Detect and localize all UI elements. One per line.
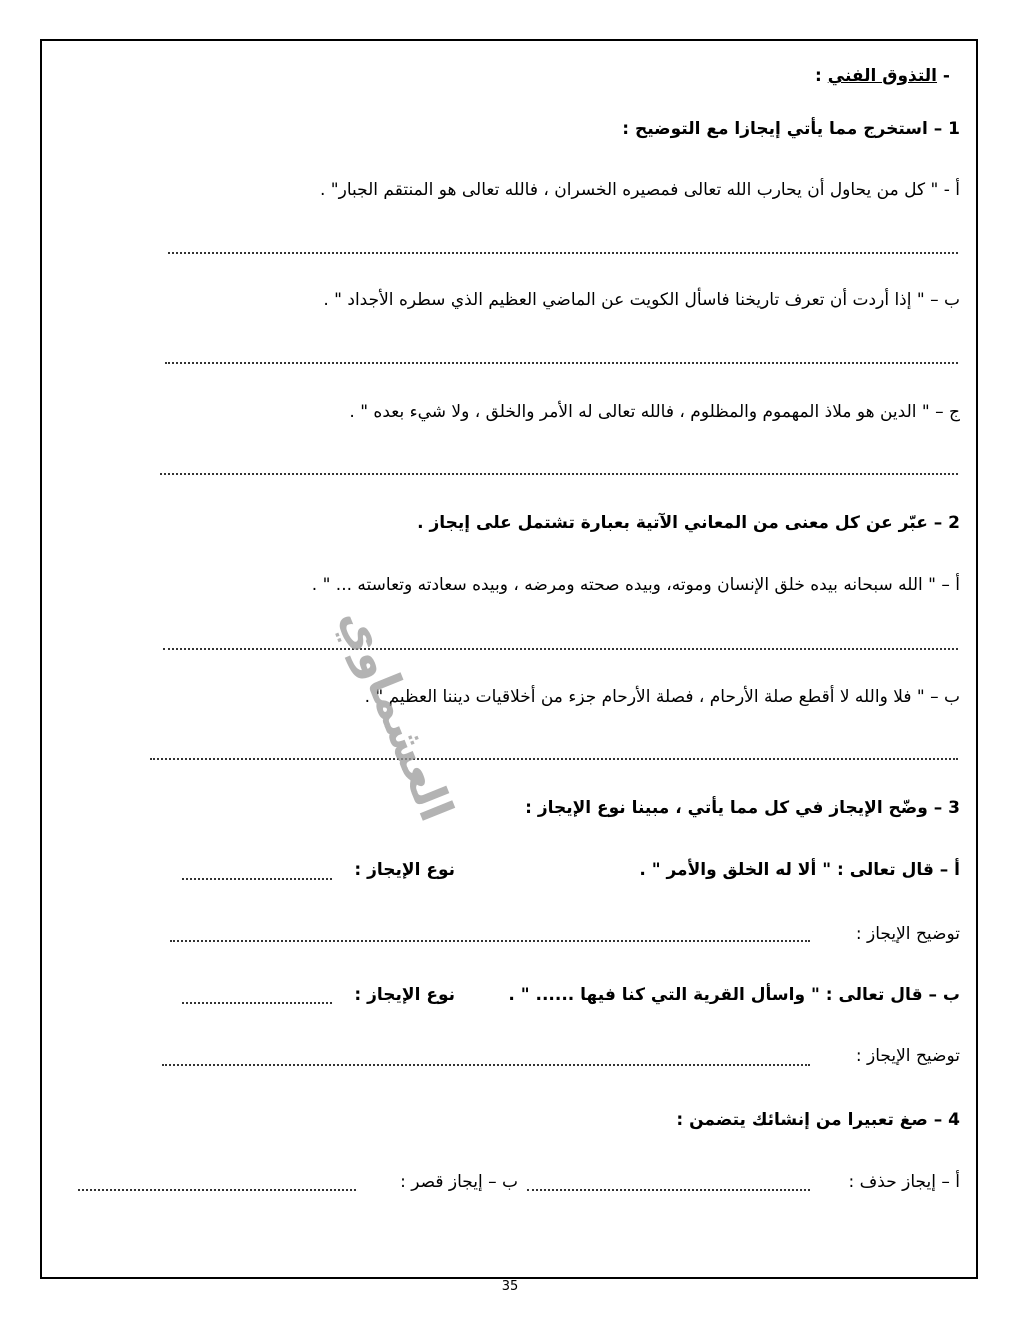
q3-item-a-type-label: نوع الإيجاز : (354, 860, 455, 880)
type-answer-line[interactable] (182, 878, 332, 880)
q2-item-a: أ – " الله سبحانه بيده خلق الإنسان وموته، وبيده صحته ومرضه ، وبيده سعادته وتعاسته ... " . (311, 575, 960, 595)
q3-item-a-explain-label: توضيح الإيجاز : (855, 924, 960, 944)
answer-line[interactable] (78, 1189, 356, 1191)
answer-line[interactable] (527, 1189, 810, 1191)
title-text: التذوق الفني (827, 66, 938, 86)
explain-answer-line[interactable] (170, 940, 810, 942)
explain-answer-line[interactable] (162, 1064, 810, 1066)
q3-heading: 3 – وضّح الإيجاز في كل مما يأتي ، مبينا نوع الإيجاز : (525, 798, 960, 818)
title-suffix: : (815, 66, 828, 86)
watermark: العشماوي (329, 600, 465, 829)
answer-line[interactable] (150, 758, 958, 760)
q4-item-b-label: ب – إيجاز قصر : (400, 1172, 518, 1192)
type-answer-line[interactable] (182, 1002, 332, 1004)
q2-item-b: ب – " فلا والله لا أقطع صلة الأرحام ، فصلة الأرحام جزء من أخلاقيات ديننا العظيم " . (364, 687, 960, 707)
q3-item-a-text: أ – قال تعالى : " ألا له الخلق والأمر " . (639, 860, 960, 880)
page-frame (40, 39, 978, 1279)
answer-line[interactable] (163, 648, 958, 650)
q3-item-b-text: ب – قال تعالى : " واسأل القرية التي كنا فيها ...... " . (508, 985, 960, 1005)
answer-line[interactable] (168, 252, 958, 254)
page-number: 35 (501, 1279, 519, 1294)
section-title (815, 66, 950, 86)
title-prefix: - (937, 66, 950, 86)
q4-heading: 4 – صغ تعبيرا من إنشائك يتضمن : (676, 1110, 960, 1130)
q2-heading: 2 – عبّر عن كل معنى من المعاني الآتية بعبارة تشتمل على إيجاز . (417, 513, 960, 533)
answer-line[interactable] (165, 362, 958, 364)
q1-item-a: أ - " كل من يحاول أن يحارب الله تعالى فمصيره الخسران ، فالله تعالى هو المنتقم الجبار" . (319, 180, 960, 200)
q4-item-a-label: أ – إيجاز حذف : (848, 1172, 960, 1192)
q1-item-c: ج – " الدين هو ملاذ المهموم والمظلوم ، فالله تعالى له الأمر والخلق ، ولا شيء بعده " . (349, 402, 960, 422)
answer-line[interactable] (160, 473, 958, 475)
q1-item-b: ب – " إذا أردت أن تعرف تاريخنا فاسأل الكويت عن الماضي العظيم الذي سطره الأجداد " . (323, 290, 960, 310)
q1-heading: 1 – استخرج مما يأتي إيجازا مع التوضيح : (622, 119, 960, 139)
q3-item-b-type-label: نوع الإيجاز : (354, 985, 455, 1005)
q3-item-b-explain-label: توضيح الإيجاز : (855, 1046, 960, 1066)
